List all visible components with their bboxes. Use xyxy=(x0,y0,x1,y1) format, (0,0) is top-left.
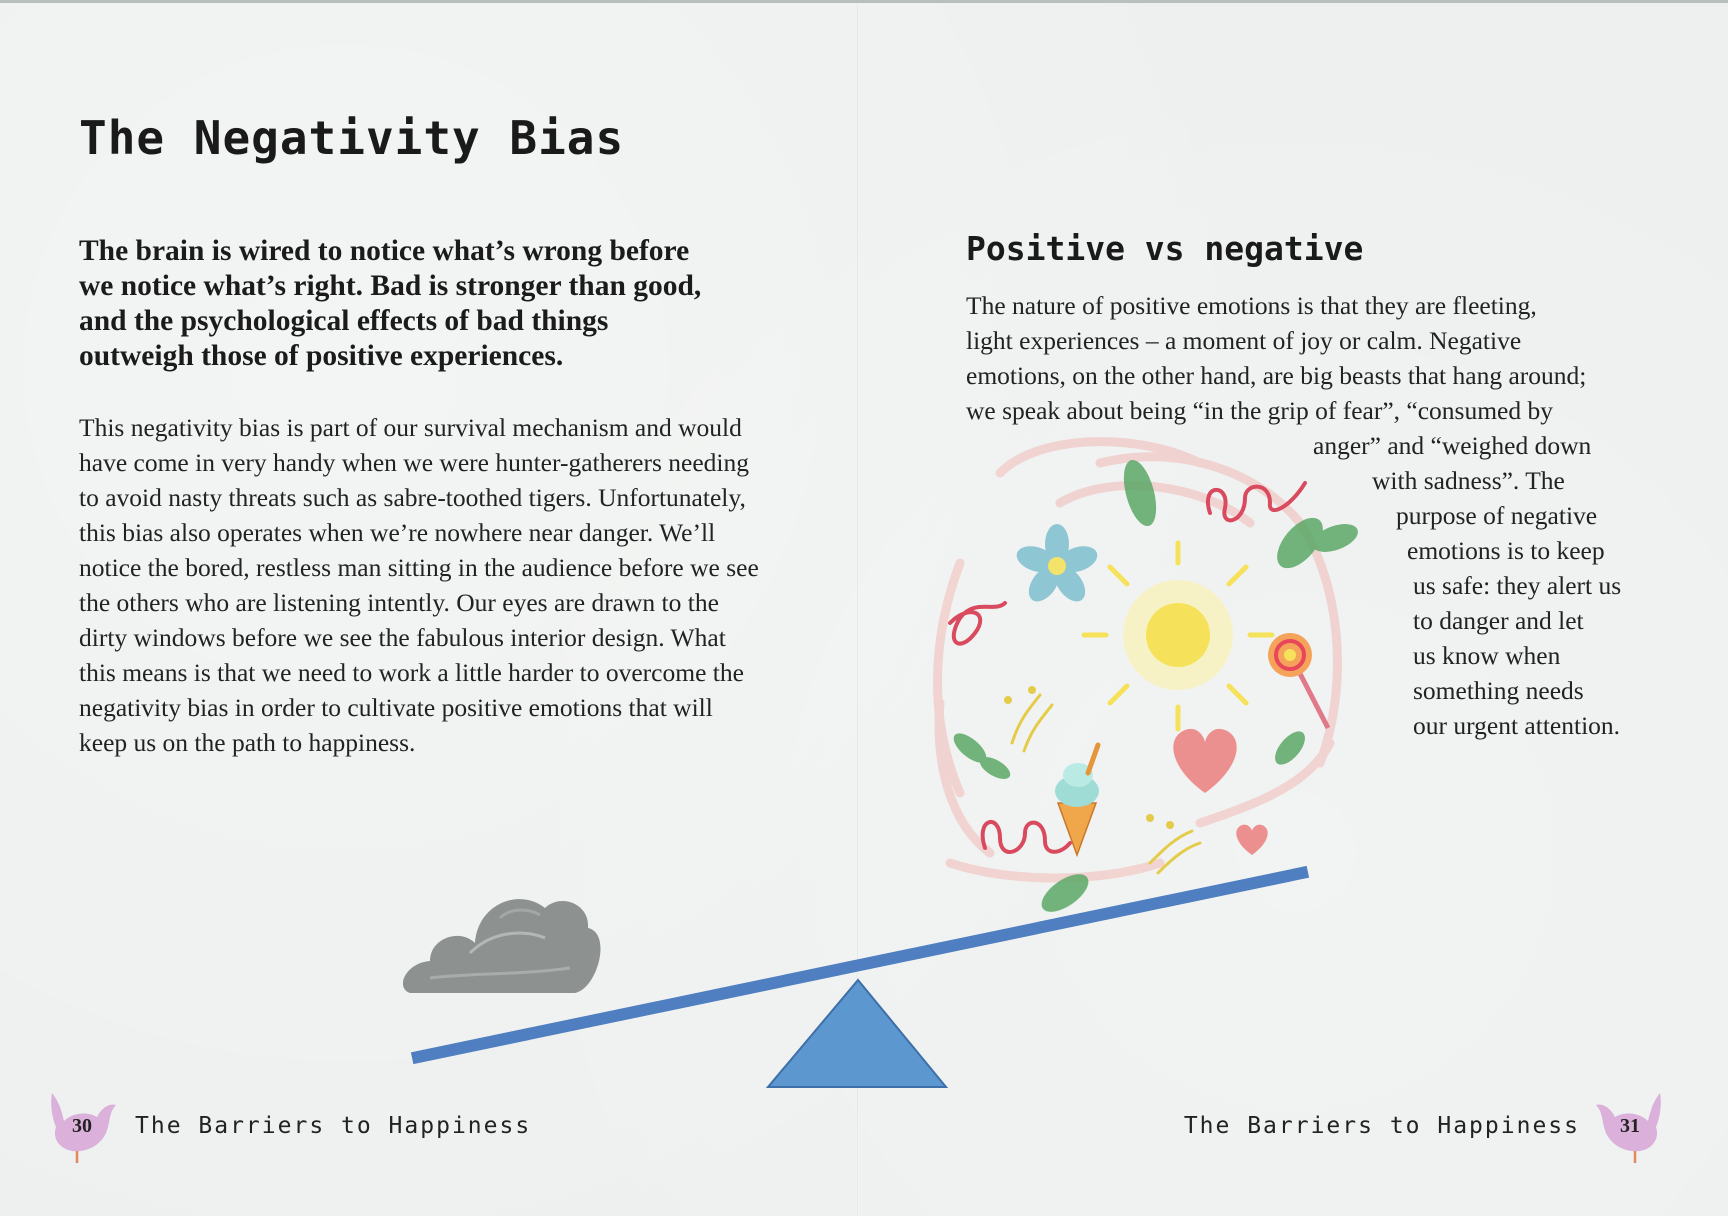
paragraph-line: anger” and “weighed down xyxy=(1313,431,1592,460)
page-number: 31 xyxy=(1620,1115,1640,1137)
paragraph-line: emotions, on the other hand, are big beasts that hang around; xyxy=(966,361,1587,390)
paragraph-line: we speak about being “in the grip of fear”, “consumed by xyxy=(966,396,1553,425)
paragraph-line: us safe: they alert us xyxy=(1413,571,1622,600)
paragraph-line: emotions is to keep xyxy=(1407,536,1605,565)
paragraph-line: something needs xyxy=(1413,676,1584,705)
page-title: The Negativity Bias xyxy=(79,111,625,165)
cloud-icon xyxy=(403,899,601,993)
page-gutter xyxy=(857,3,859,1216)
paragraph-line: to danger and let xyxy=(1413,606,1584,635)
seesaw-icon xyxy=(418,873,1302,1087)
paragraph-line: purpose of negative xyxy=(1396,501,1598,530)
lead-paragraph: The brain is wired to notice what’s wrong before we notice what’s right. Bad is stronger than good, and the psychological effects of bad things outweigh those of positive experiences. xyxy=(79,235,702,372)
paragraph-line: light experiences – a moment of joy or calm. Negative xyxy=(966,326,1522,355)
body-paragraph: This negativity bias is part of our survival mechanism and would have come in very handy when we were hunter-gatherers needing to avoid nasty threats such as sabre-toothed tigers. Unfortunately, this bias also operates when we’re nowhere near danger. We’ll notice the bored, restless man sitting in the audience before we see the others who are listening intently. Our eyes are drawn to the dirty windows before we see the fabulous interior design. What this means is that we need to work a little harder to overcome the negativity bias in order to cultivate positive emotions that will keep us on the path to happiness. xyxy=(79,413,759,757)
footer-chapter-label: The Barriers to Happiness xyxy=(1183,1113,1580,1139)
paragraph-line: with sadness”. The xyxy=(1372,466,1565,495)
right-paragraph xyxy=(966,288,1656,743)
paragraph-line: our urgent attention. xyxy=(1413,711,1621,740)
ice-cream-icon xyxy=(1055,745,1099,855)
footer-chapter-label: The Barriers to Happiness xyxy=(135,1113,532,1139)
heart-icon xyxy=(1173,729,1267,855)
page-number: 30 xyxy=(72,1115,92,1137)
paragraph-line: us know when xyxy=(1413,641,1561,670)
section-subheading: Positive vs negative xyxy=(966,229,1364,268)
paragraph-line: The nature of positive emotions is that they are fleeting, xyxy=(966,291,1537,320)
